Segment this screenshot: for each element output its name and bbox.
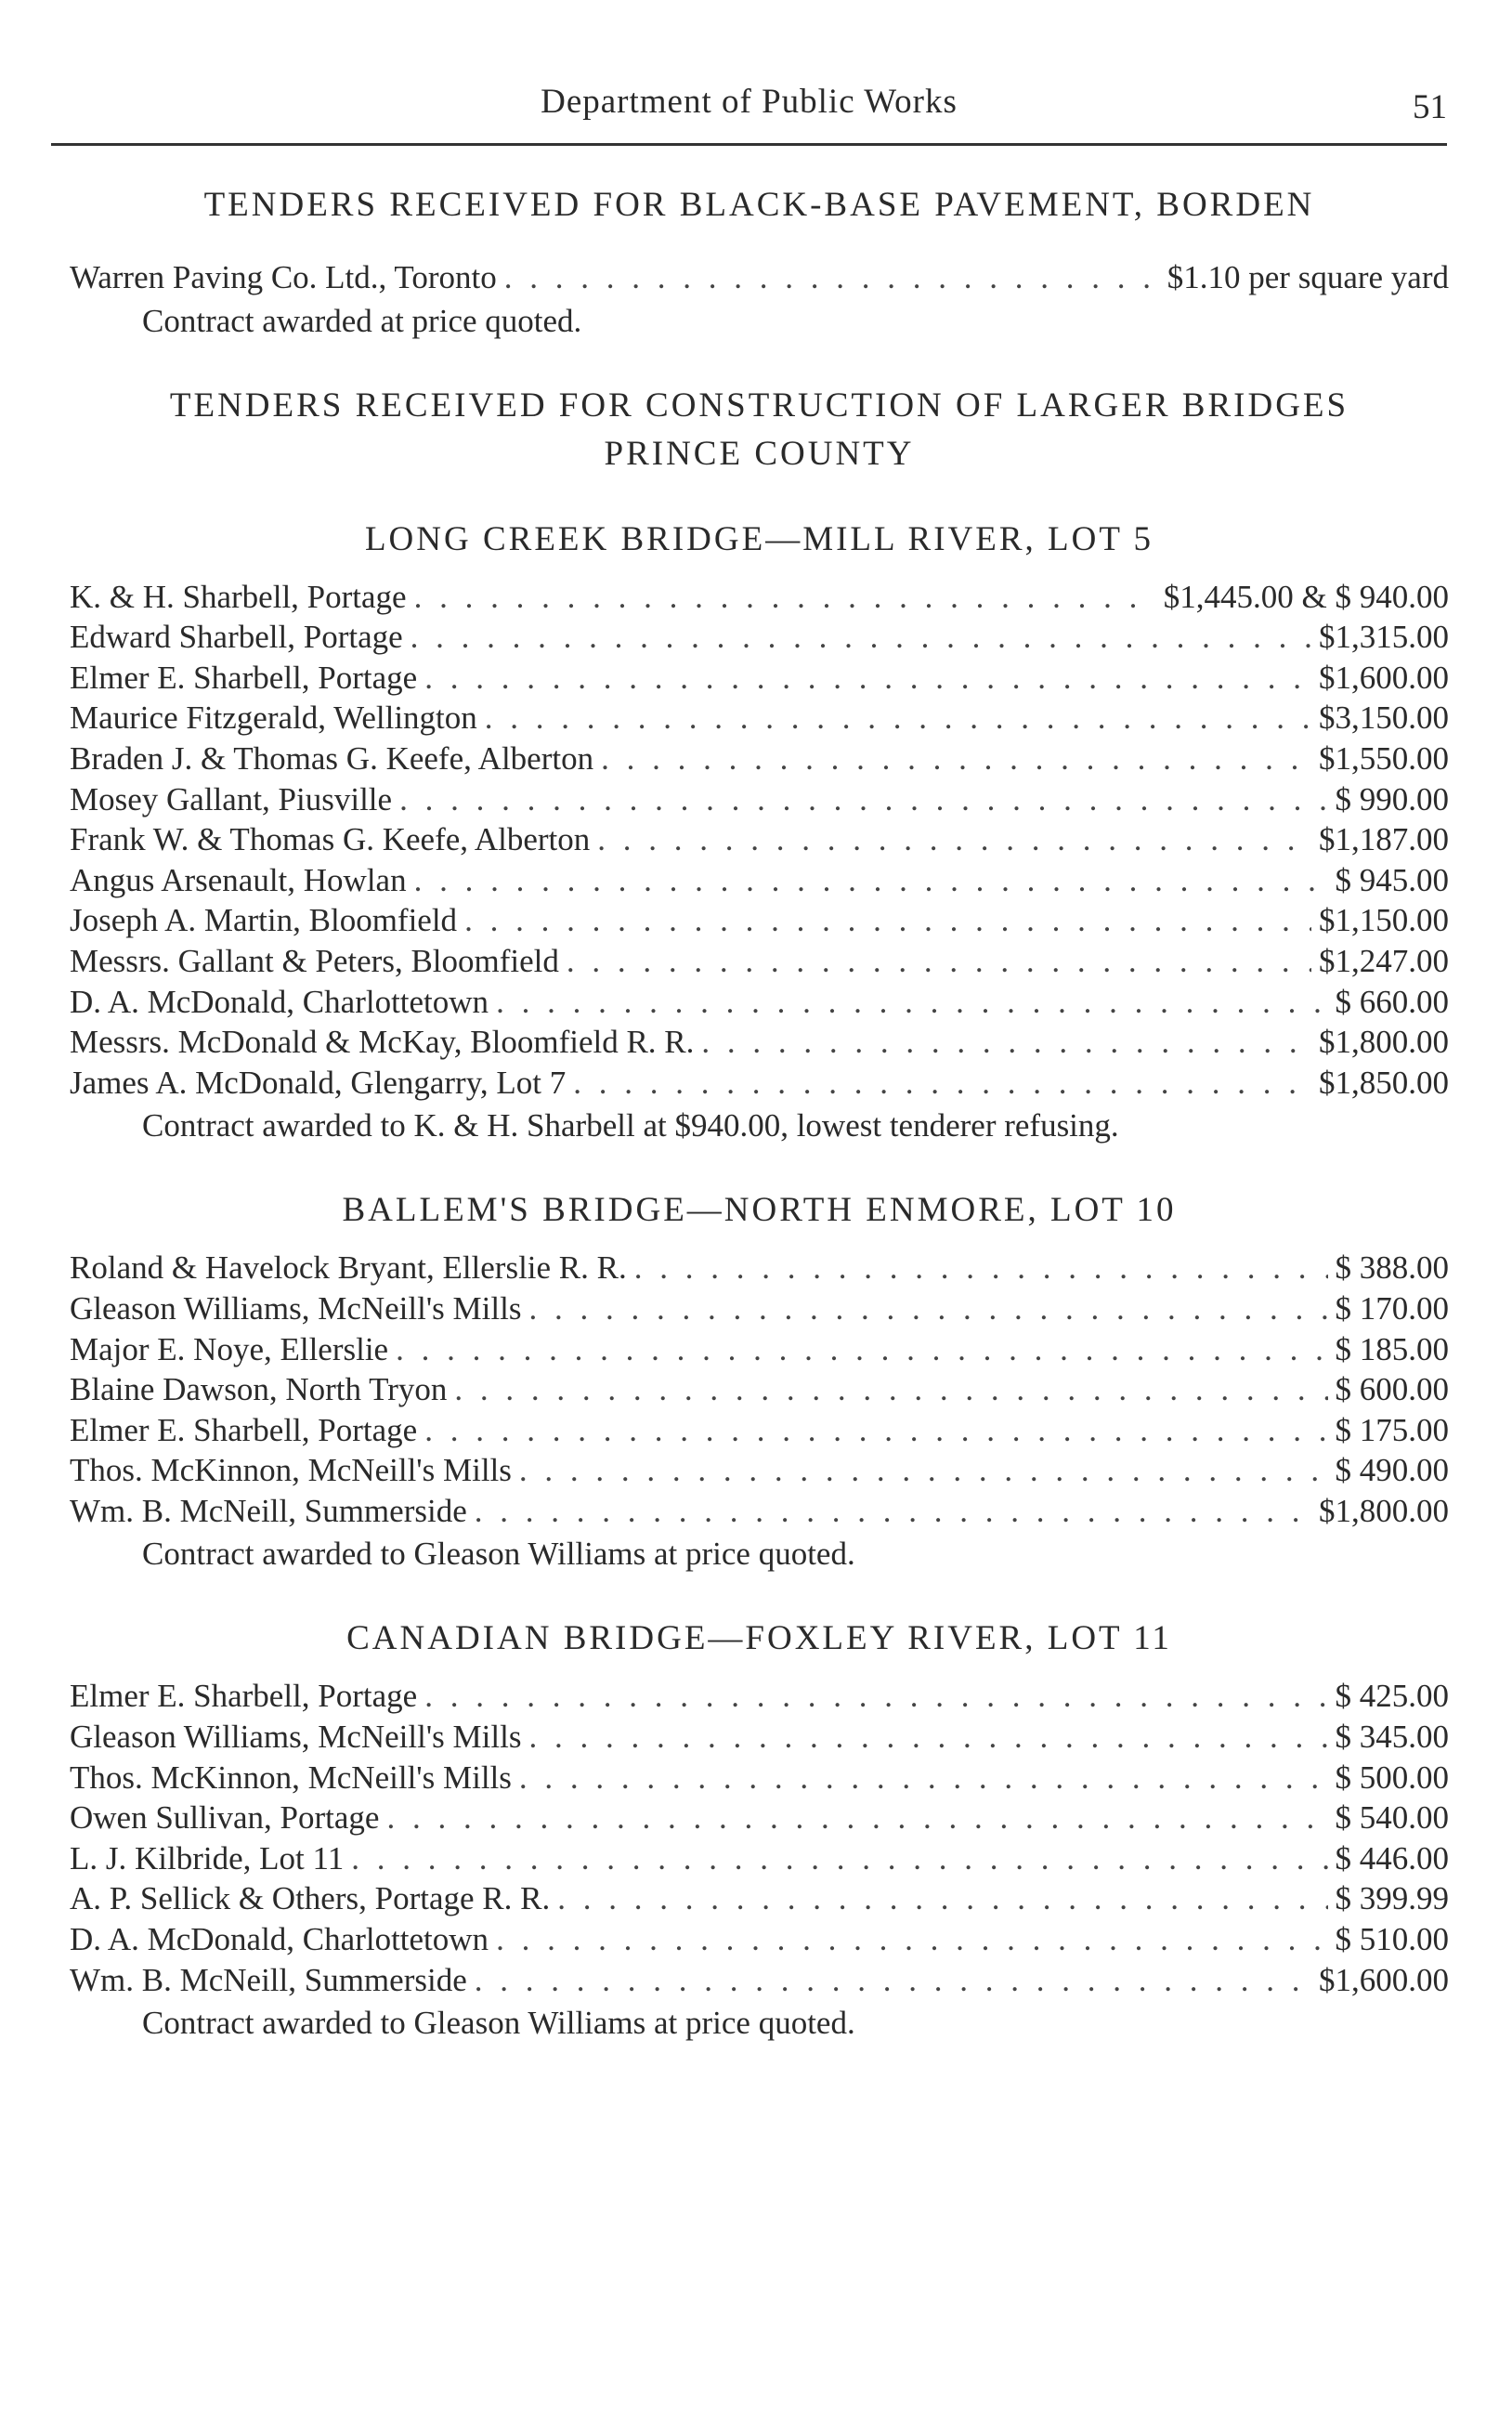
tender-name: D. A. McDonald, Charlottetown (70, 983, 489, 1020)
dot-leader (475, 1960, 1311, 2001)
tender-name: Edward Sharbell, Portage (70, 619, 403, 656)
tender-entry (70, 1450, 1449, 1491)
tender-entry (70, 1288, 1449, 1329)
page-number: 51 (1413, 88, 1447, 126)
tender-name: Messrs. McDonald & McKay, Bloomfield R. R. (70, 1024, 695, 1061)
tender-amount: $1.10 per square yard (1167, 259, 1449, 295)
ballem-section (70, 1186, 1449, 1577)
dot-leader (519, 1758, 1328, 1798)
tender-amount: $ 600.00 (1335, 1371, 1449, 1408)
tender-entry (70, 900, 1449, 941)
page-content (70, 181, 1449, 2046)
tender-entry (70, 257, 1449, 298)
dot-leader (519, 1450, 1328, 1491)
dot-leader (411, 617, 1311, 658)
tender-name: Wm. B. McNeill, Summerside (70, 1492, 467, 1529)
tender-name: Elmer E. Sharbell, Portage (70, 659, 418, 696)
tender-name: L. J. Kilbride, Lot 11 (70, 1839, 345, 1876)
tender-amount: $ 345.00 (1335, 1719, 1449, 1756)
pavement-heading: TENDERS RECEIVED FOR BLACK-BASE PAVEMENT, BORDEN (203, 186, 1315, 224)
tender-name: Elmer E. Sharbell, Portage (70, 1411, 418, 1448)
tender-name: A. P. Sellick & Others, Portage R. R. (70, 1880, 551, 1917)
county-heading: PRINCE COUNTY (604, 434, 915, 473)
tender-entry (70, 779, 1449, 820)
dot-leader (386, 1798, 1327, 1838)
tender-entry (70, 1022, 1449, 1063)
tender-name: K. & H. Sharbell, Portage (70, 578, 407, 615)
tender-name: Wm. B. McNeill, Summerside (70, 1961, 467, 1998)
tender-name: Braden J. & Thomas G. Keefe, Alberton (70, 739, 594, 777)
tender-entry (70, 1758, 1449, 1798)
tender-name: Mosey Gallant, Piusville (70, 780, 393, 817)
tender-amount: $1,315.00 (1319, 619, 1449, 656)
tender-entry (70, 1676, 1449, 1717)
tender-entry (70, 577, 1449, 618)
pavement-section (70, 181, 1449, 345)
tender-name: Thos. McKinnon, McNeill's Mills (70, 1452, 512, 1489)
dot-leader (528, 1288, 1327, 1329)
tender-amount: $ 425.00 (1335, 1678, 1449, 1715)
dot-leader (424, 658, 1311, 699)
tender-amount: $1,600.00 (1319, 1961, 1449, 1998)
tender-entry (70, 698, 1449, 739)
dot-leader (701, 1022, 1311, 1063)
tender-name: D. A. McDonald, Charlottetown (70, 1921, 489, 1958)
tender-entry (70, 658, 1449, 699)
tender-amount: $ 446.00 (1335, 1839, 1449, 1876)
tender-name: Owen Sullivan, Portage (70, 1799, 380, 1837)
dot-leader (634, 1248, 1328, 1288)
tender-name: Thos. McKinnon, McNeill's Mills (70, 1759, 512, 1796)
tender-entry (70, 819, 1449, 860)
tender-amount: $ 540.00 (1335, 1799, 1449, 1837)
tender-amount: $1,187.00 (1319, 821, 1449, 858)
dot-leader (424, 1676, 1327, 1717)
tender-entry (70, 1960, 1449, 2001)
tender-entry (70, 1410, 1449, 1451)
tender-name: Messrs. Gallant & Peters, Bloomfield (70, 942, 559, 979)
tender-amount: $ 510.00 (1335, 1921, 1449, 1958)
ballem-note: Contract awarded to Gleason Williams at price quoted. (142, 1536, 855, 1573)
tender-name: Gleason Williams, McNeill's Mills (70, 1289, 522, 1327)
bridges-section-heading (70, 382, 1449, 478)
canadian-heading: CANADIAN BRIDGE—FOXLEY RIVER, LOT 11 (346, 1619, 1172, 1658)
canadian-tender-list (70, 1676, 1449, 2000)
tender-amount: $ 660.00 (1335, 983, 1449, 1020)
dot-leader (573, 1063, 1311, 1104)
dot-leader (601, 739, 1311, 779)
ballem-tender-list (70, 1248, 1449, 1531)
tender-entry (70, 739, 1449, 779)
tender-amount: $ 990.00 (1335, 780, 1449, 817)
tender-amount: $3,150.00 (1319, 700, 1449, 737)
tender-amount: $1,800.00 (1319, 1492, 1449, 1529)
dot-leader (496, 982, 1327, 1023)
tender-entry (70, 1491, 1449, 1532)
tender-entry (70, 617, 1449, 658)
tender-entry (70, 1717, 1449, 1758)
tender-amount: $1,247.00 (1319, 942, 1449, 979)
running-title: Department of Public Works (541, 83, 958, 121)
canadian-note: Contract awarded to Gleason Williams at price quoted. (142, 2005, 855, 2042)
dot-leader (475, 1491, 1311, 1532)
bridges-heading: TENDERS RECEIVED FOR CONSTRUCTION OF LARGER BRIDGES (169, 386, 1349, 425)
tender-amount: $ 490.00 (1335, 1452, 1449, 1489)
dot-leader (464, 900, 1311, 941)
long-creek-tender-list (70, 577, 1449, 1104)
dot-leader (424, 1410, 1327, 1451)
tender-name: Angus Arsenault, Howlan (70, 861, 407, 898)
tender-name: Warren Paving Co. Ltd., Toronto (70, 259, 497, 295)
tender-amount: $ 945.00 (1335, 861, 1449, 898)
dot-leader (567, 941, 1311, 982)
tender-amount: $1,850.00 (1319, 1064, 1449, 1101)
dot-leader (351, 1838, 1327, 1879)
tender-entry (70, 1063, 1449, 1104)
dot-leader (454, 1369, 1327, 1410)
long-creek-section (70, 516, 1449, 1150)
tender-entry (70, 860, 1449, 901)
tender-amount: $ 185.00 (1335, 1330, 1449, 1367)
dot-leader (504, 257, 1160, 298)
tender-entry (70, 941, 1449, 982)
tender-entry (70, 1919, 1449, 1960)
tender-amount: $1,800.00 (1319, 1024, 1449, 1061)
tender-amount: $1,150.00 (1319, 902, 1449, 939)
tender-entry (70, 1838, 1449, 1879)
tender-name: Maurice Fitzgerald, Wellington (70, 700, 477, 737)
tender-amount: $1,600.00 (1319, 659, 1449, 696)
tender-name: Blaine Dawson, North Tryon (70, 1371, 448, 1408)
dot-leader (485, 698, 1311, 739)
tender-name: James A. McDonald, Glengarry, Lot 7 (70, 1064, 567, 1101)
dot-leader (396, 1329, 1327, 1370)
tender-amount: $1,445.00 & $ 940.00 (1163, 578, 1449, 615)
dot-leader (557, 1878, 1327, 1919)
tender-entry (70, 982, 1449, 1023)
tender-entry (70, 1878, 1449, 1919)
tender-entry (70, 1798, 1449, 1838)
dot-leader (528, 1717, 1327, 1758)
tender-amount: $ 170.00 (1335, 1289, 1449, 1327)
tender-amount: $ 388.00 (1335, 1249, 1449, 1287)
tender-entry (70, 1369, 1449, 1410)
tender-entry (70, 1329, 1449, 1370)
dot-leader (414, 860, 1328, 901)
tender-amount: $ 500.00 (1335, 1759, 1449, 1796)
dot-leader (496, 1919, 1327, 1960)
dot-leader (414, 577, 1156, 618)
running-header (51, 82, 1447, 146)
long-creek-heading: LONG CREEK BRIDGE—MILL RIVER, LOT 5 (364, 519, 1154, 558)
tender-name: Joseph A. Martin, Bloomfield (70, 902, 458, 939)
tender-entry (70, 1248, 1449, 1288)
tender-name: Elmer E. Sharbell, Portage (70, 1678, 418, 1715)
tender-name: Major E. Noye, Ellerslie (70, 1330, 389, 1367)
tender-amount: $ 175.00 (1335, 1411, 1449, 1448)
tender-name: Frank W. & Thomas G. Keefe, Alberton (70, 821, 591, 858)
canadian-section (70, 1615, 1449, 2046)
ballem-heading: BALLEM'S BRIDGE—NORTH ENMORE, LOT 10 (342, 1191, 1177, 1230)
tender-name: Gleason Williams, McNeill's Mills (70, 1719, 522, 1756)
dot-leader (399, 779, 1327, 820)
long-creek-note: Contract awarded to K. & H. Sharbell at $940.00, lowest tenderer refusing. (142, 1107, 1119, 1144)
tender-amount: $1,550.00 (1319, 739, 1449, 777)
pavement-note: Contract awarded at price quoted. (142, 302, 582, 339)
tender-name: Roland & Havelock Bryant, Ellerslie R. R. (70, 1249, 627, 1287)
tender-amount: $ 399.99 (1335, 1880, 1449, 1917)
dot-leader (597, 819, 1311, 860)
